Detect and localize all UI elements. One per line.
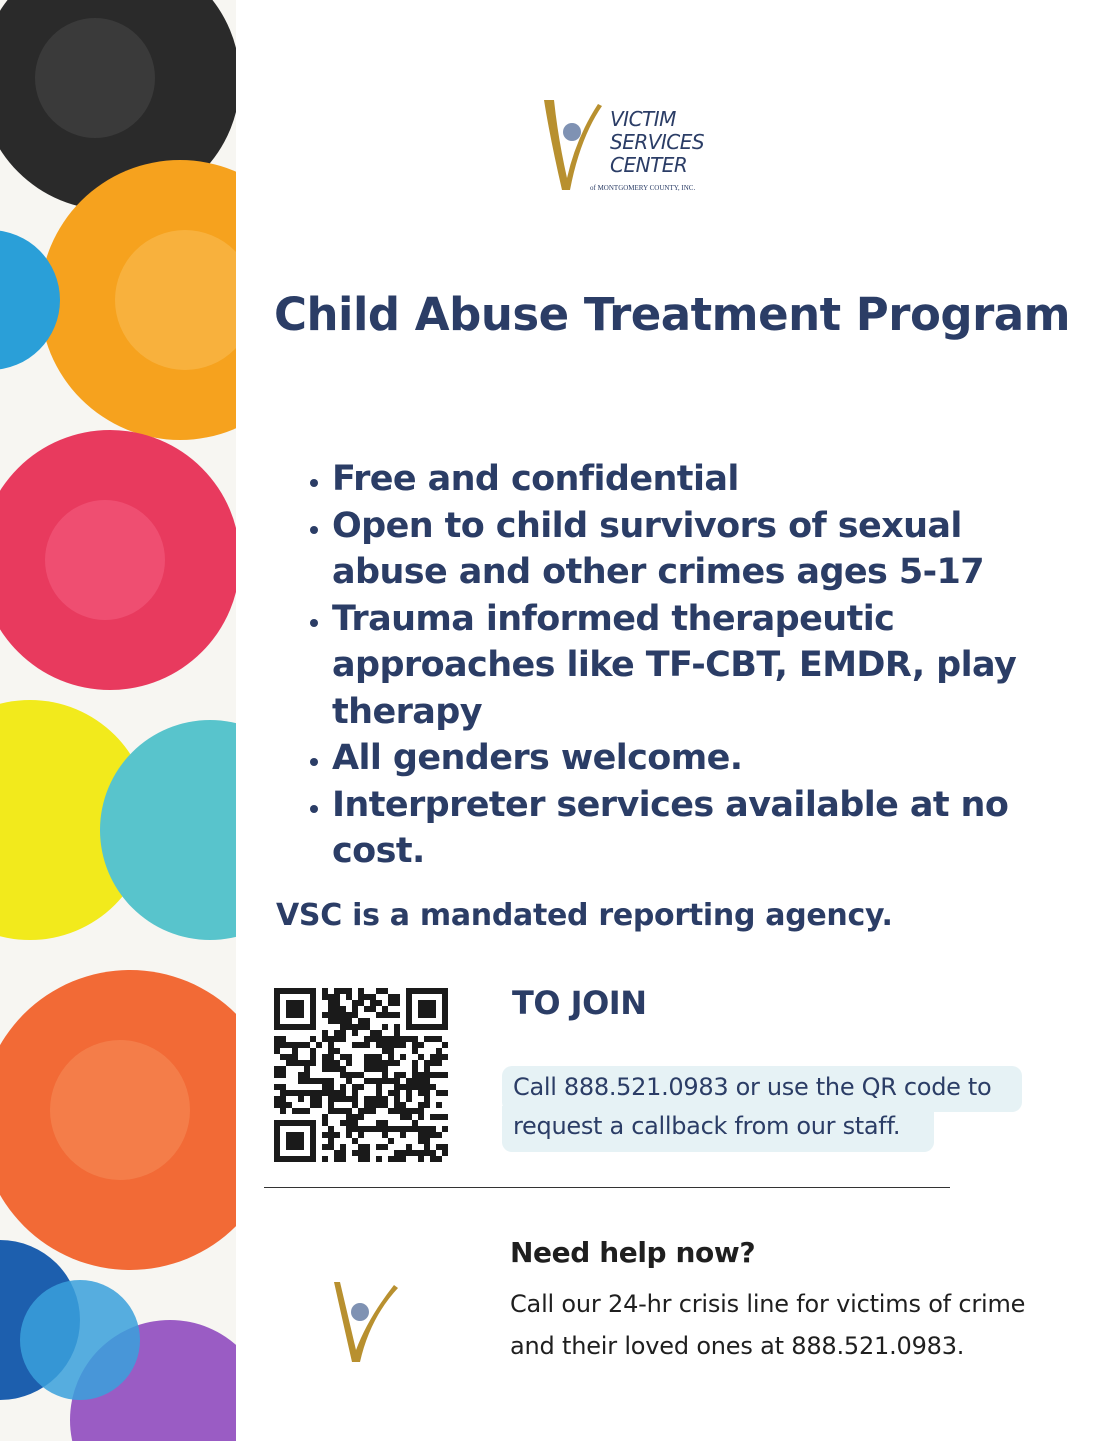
crayon-art-strip <box>0 0 236 1441</box>
page-title: Child Abuse Treatment Program <box>274 288 1071 341</box>
logo-line-3: CENTER <box>610 153 688 177</box>
crisis-line-text: Call our 24-hr crisis line for victims of crime and their loved ones at 888.521.0983. <box>510 1290 1026 1360</box>
join-heading: TO JOIN <box>512 984 647 1022</box>
logo-line-1: VICTIM <box>610 107 676 131</box>
list-item: • All genders welcome. <box>332 735 1052 782</box>
v-mark-logo <box>322 1278 402 1368</box>
qr-code[interactable] <box>274 988 448 1162</box>
list-item: • Interpreter services available at no cost. <box>332 782 1052 875</box>
list-item: • Free and confidential <box>332 456 1052 503</box>
list-item: • Open to child survivors of sexual abuse and other crimes ages 5-17 <box>332 503 1052 596</box>
help-heading: Need help now? <box>510 1236 756 1269</box>
section-divider <box>264 1187 950 1188</box>
list-item: • Trauma informed therapeutic approaches like TF-CBT, EMDR, play therapy <box>332 596 1052 736</box>
v-mark-icon <box>540 98 610 198</box>
feature-list <box>300 456 1052 875</box>
logo-subtitle: of MONTGOMERY COUNTY, INC. <box>590 184 696 192</box>
join-instructions: Call 888.521.0983 or use the QR code to request a callback from our staff. <box>513 1073 992 1140</box>
mandated-reporting-notice: VSC is a mandated reporting agency. <box>276 898 893 933</box>
vsc-logo <box>540 98 730 198</box>
v-mark-icon <box>322 1278 402 1368</box>
logo-line-2: SERVICES <box>610 130 705 154</box>
qr-code-icon <box>274 988 448 1162</box>
logo-wordmark <box>610 108 704 177</box>
crayon-circles-illustration <box>0 0 236 1441</box>
